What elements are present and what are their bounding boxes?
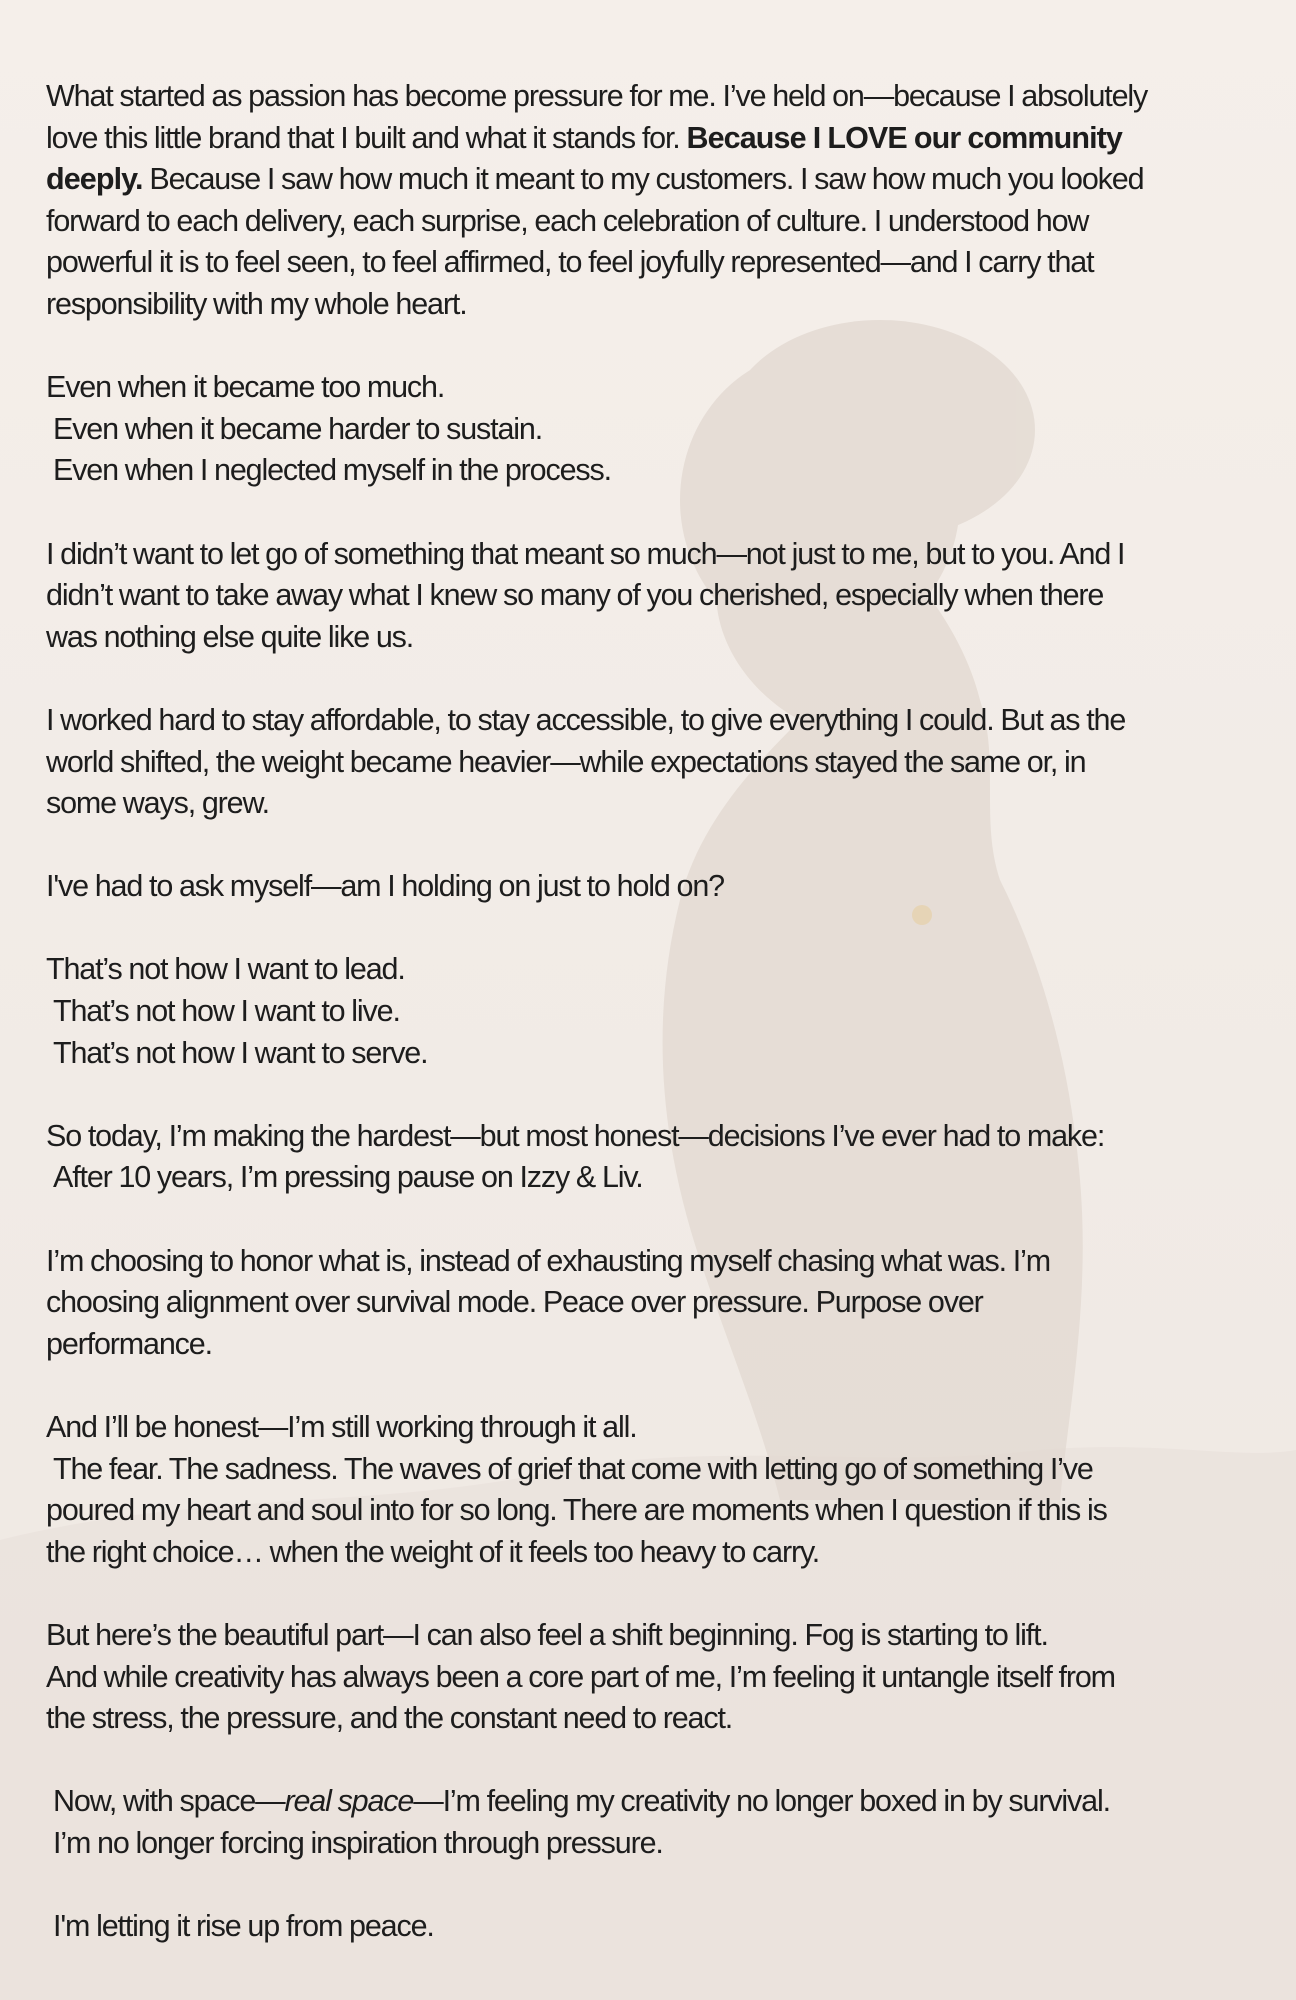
text-line: Even when it became too much. xyxy=(46,370,445,405)
emphasis-italic: real space xyxy=(284,1784,414,1819)
text-line: was nothing else quite like us. xyxy=(46,619,414,654)
text-line: So today, I’m making the hardest—but most honest—decisions I’ve ever had to make: xyxy=(46,1118,1105,1153)
text-line: Even when it became harder to sustain. xyxy=(53,411,543,446)
paragraph-honest xyxy=(46,1407,1266,1573)
paragraph-not-how xyxy=(46,949,1266,1074)
paragraph-choosing xyxy=(46,1241,1266,1366)
text-line: After 10 years, I’m pressing pause on Izzy & Liv. xyxy=(53,1160,643,1195)
paragraph-passion xyxy=(46,76,1266,326)
text-line: I didn’t want to let go of something that meant so much—not just to me, but to you. And I xyxy=(46,536,1125,571)
text-line xyxy=(46,118,1266,160)
emphasis-bold: Because I LOVE our community xyxy=(686,120,1122,155)
text-line: What started as passion has become pressure for me. I’ve held on—because I absolutely xyxy=(46,79,1148,113)
text-line: performance. xyxy=(46,1326,212,1361)
text-line: Even when I neglected myself in the process. xyxy=(53,453,611,488)
text-line: forward to each delivery, each surprise, each celebration of culture. I understood how xyxy=(46,203,1089,238)
paragraph-beautiful-part xyxy=(46,1615,1266,1740)
text-line: I’m no longer forcing inspiration through pressure. xyxy=(53,1825,663,1860)
text-line: That’s not how I want to lead. xyxy=(46,952,405,987)
text-line xyxy=(46,1781,1266,1823)
text-line: I'm letting it rise up from peace. xyxy=(53,1909,434,1944)
text-line: And while creativity has always been a core part of me, I’m feeling it untangle itself from xyxy=(46,1659,1115,1694)
text-line: some ways, grew. xyxy=(46,786,269,821)
text-line: responsibility with my whole heart. xyxy=(46,286,467,321)
text-line: the right choice… when the weight of it feels too heavy to carry. xyxy=(46,1534,820,1569)
paragraph-ask-myself xyxy=(46,866,1266,908)
paragraph-let-go xyxy=(46,534,1266,659)
text-line: I've had to ask myself—am I holding on just to hold on? xyxy=(46,869,724,904)
text-line: That’s not how I want to live. xyxy=(53,994,400,1029)
text-line: the stress, the pressure, and the constant need to react. xyxy=(46,1701,733,1736)
paragraph-space xyxy=(46,1781,1266,1864)
emphasis-bold: deeply. xyxy=(46,162,143,197)
text-line: powerful it is to feel seen, to feel affirmed, to feel joyfully represented—and I carry that xyxy=(46,245,1094,280)
letter-body xyxy=(46,76,1266,1989)
text-line: The fear. The sadness. The waves of grief that come with letting go of something I’ve xyxy=(53,1451,1093,1486)
text-line: I’m choosing to honor what is, instead of exhausting myself chasing what was. I’m xyxy=(46,1243,1050,1278)
text-run: love this little brand that I built and what it stands for. xyxy=(46,120,687,155)
text-run: —I’m feeling my creativity no longer boxed in by survival. xyxy=(413,1784,1110,1819)
text-run: Because I saw how much it meant to my customers. I saw how much you looked xyxy=(142,162,1144,197)
paragraph-peace xyxy=(46,1906,1266,1948)
text-line xyxy=(46,159,1266,201)
text-line: That’s not how I want to serve. xyxy=(53,1035,428,1070)
paragraph-even-when xyxy=(46,367,1266,492)
text-line: poured my heart and soul into for so long. There are moments when I question if this is xyxy=(46,1493,1107,1528)
paragraph-announcement xyxy=(46,1116,1266,1199)
text-run: Now, with space— xyxy=(53,1784,285,1819)
paragraph-worked-hard xyxy=(46,700,1266,825)
text-line: choosing alignment over survival mode. Peace over pressure. Purpose over xyxy=(46,1285,983,1320)
text-line: I worked hard to stay affordable, to stay accessible, to give everything I could. But as the xyxy=(46,702,1126,737)
text-line: And I’ll be honest—I’m still working through it all. xyxy=(46,1410,637,1444)
text-line: didn’t want to take away what I knew so many of you cherished, especially when there xyxy=(46,578,1104,613)
text-line: world shifted, the weight became heavier—while expectations stayed the same or, in xyxy=(46,744,1086,779)
text-line: But here’s the beautiful part—I can also feel a shift beginning. Fog is starting to lift. xyxy=(46,1617,1048,1652)
